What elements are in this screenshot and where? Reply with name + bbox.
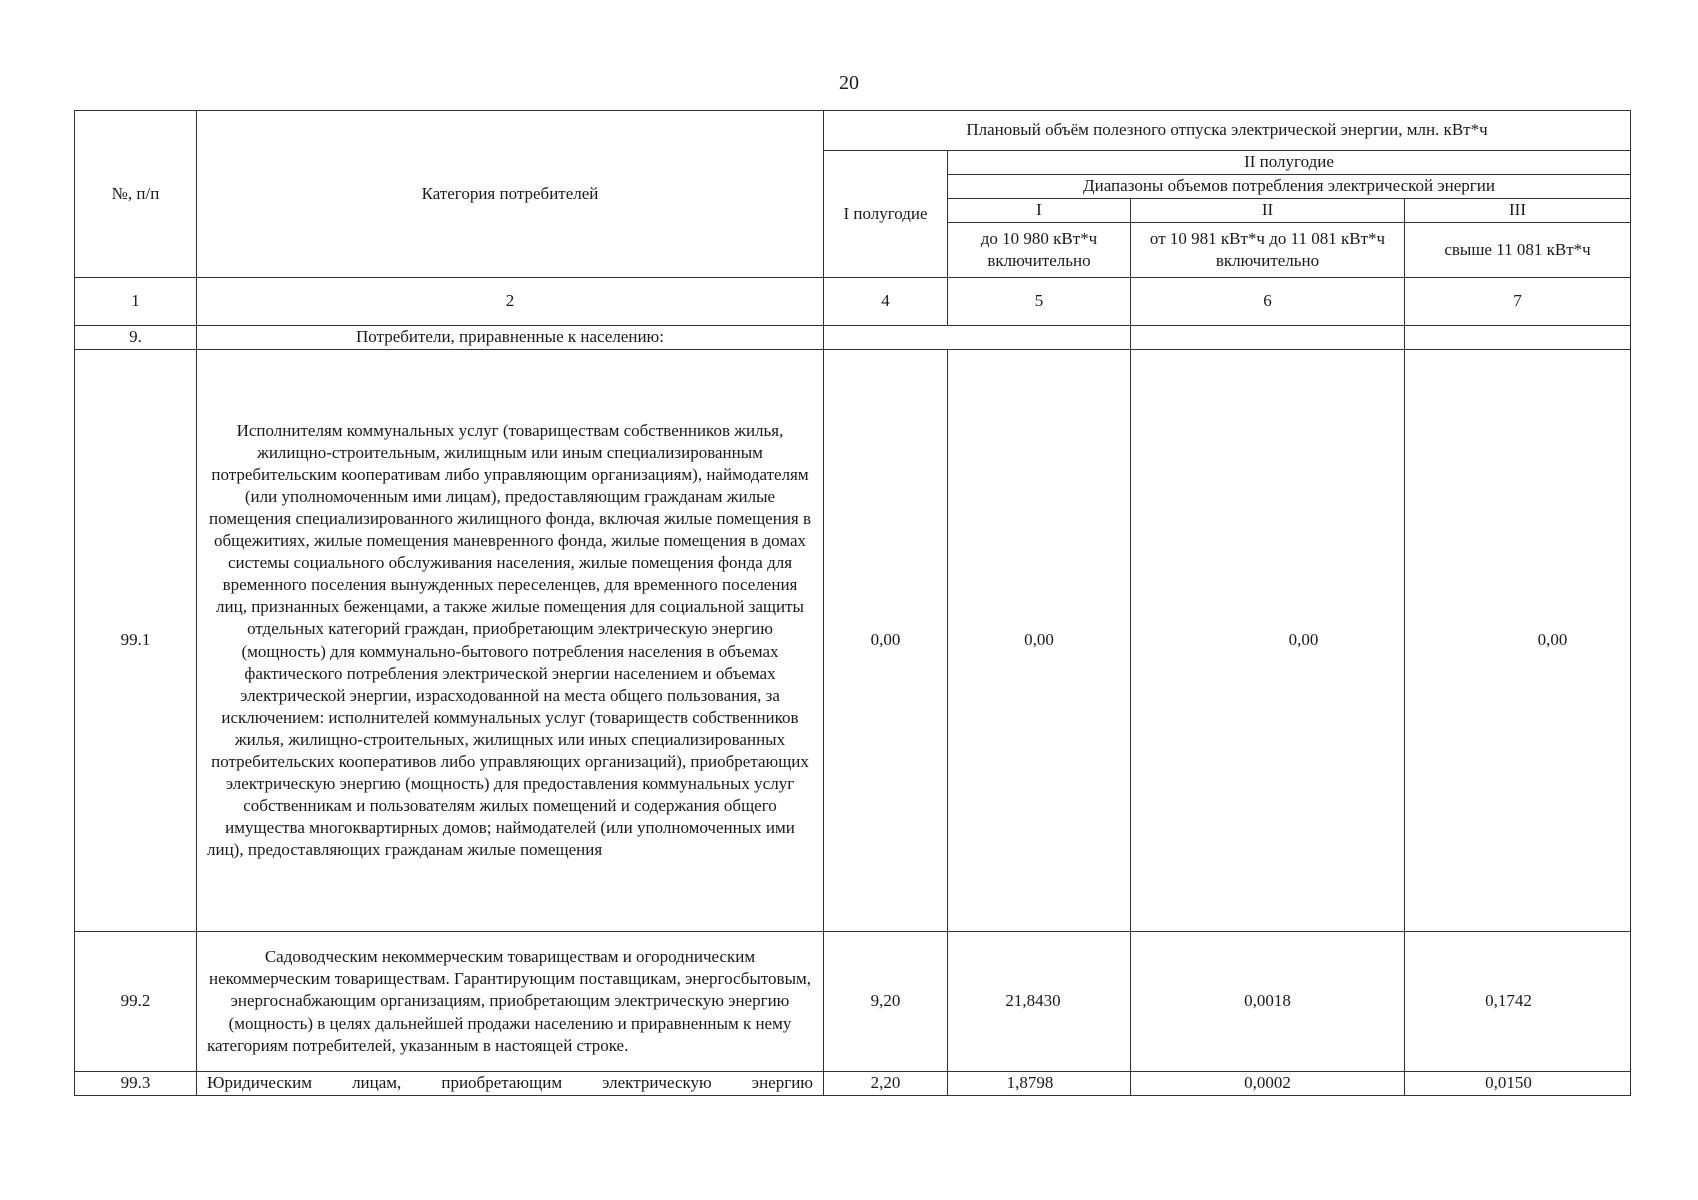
row-range3-value: 0,00: [1405, 350, 1631, 932]
header-num: №, п/п: [75, 111, 197, 278]
row-category-text: Исполнителям коммунальных услуг (товариществам собственников жилья, жилищно-строительным, жилищным или иным специализированным потребительским кооперативам либо управляющим организациям), наймодателям (или уполномоченным ими лицам), предоставляющим гражданам жилые помещения специализированного жилищного фонда, включая жилые помещения в общежитиях, жилые помещения маневренного фонда, жилые помещения в домах системы социального обслуживания населения, жилые помещения фонда для временного поселения вынужденных переселенцев, для временного поселения лиц, признанных беженцами, а также жилые помещения для социальной защиты отдельных категорий граждан, приобретающим электрическую энергию (мощность) для коммунально-бытового потребления населения в объемах фактического потребления электрической энергии населением и объемах электрической энергии, израсходованной на места общего пользования, за исключением: исполнителей коммунальных услуг (товариществ собственников жилья, жилищно-строительных, жилищных или иных специализированных потребительских кооперативов либо управляющих организаций), приобретающих электрическую энергию (мощность) для предоставления коммунальных услуг собственникам и пользователям жилых помещений и содержания общего имущества многоквартирных домов; наймодателей (или уполномоченных ими лиц), предоставляющих гражданам жилые помещения: [197, 350, 824, 932]
table-row: [75, 350, 1631, 932]
table-row: [75, 932, 1631, 1072]
column-number-6: 6: [1131, 278, 1405, 326]
row-category-text: Юридическим лицам, приобретающим электрическую энергию: [197, 1072, 824, 1096]
section-empty-3: [1405, 326, 1631, 350]
column-number-7: 7: [1405, 278, 1631, 326]
row-half1-value: 9,20: [824, 932, 948, 1072]
column-number-2: 2: [197, 278, 824, 326]
row-range1-value: 0,00: [948, 350, 1131, 932]
row-category-text: Садоводческим некоммерческим товариществам и огородническим некоммерческим товариществам. Гарантирующим поставщикам, энергосбытовым, энергоснабжающим организациям, приобретающим электрическую энергию (мощность) в целях дальнейшей продажи населению и приравненным к нему категориям потребителей, указанным в настоящей строке.: [197, 932, 824, 1072]
column-number-4: 4: [824, 278, 948, 326]
header-range-label-2: II: [1131, 199, 1405, 223]
header-ranges-title: Диапазоны объемов потребления электрической энергии: [948, 175, 1631, 199]
page-number: 20: [839, 72, 859, 94]
header-plan-title: Плановый объём полезного отпуска электрической энергии, млн. кВт*ч: [824, 111, 1631, 151]
section-num: 9.: [75, 326, 197, 350]
row-range3-value: 0,0150: [1405, 1072, 1631, 1096]
row-range2-value: 0,00: [1131, 350, 1405, 932]
row-num: 99.1: [75, 350, 197, 932]
section-title: Потребители, приравненные к населению:: [197, 326, 824, 350]
section-empty-1: [824, 326, 1131, 350]
header-half1: I полугодие: [824, 151, 948, 278]
row-range1-value: 1,8798: [948, 1072, 1131, 1096]
column-number-1: 1: [75, 278, 197, 326]
row-half1-value: 0,00: [824, 350, 948, 932]
section-row: [75, 326, 1631, 350]
row-num: 99.3: [75, 1072, 197, 1096]
header-category: Категория потребителей: [197, 111, 824, 278]
header-range-label-3: III: [1405, 199, 1631, 223]
row-num: 99.2: [75, 932, 197, 1072]
row-range1-value: 21,8430: [948, 932, 1131, 1072]
header-range-desc-3: свыше 11 081 кВт*ч: [1405, 223, 1631, 278]
row-half1-value: 2,20: [824, 1072, 948, 1096]
row-range2-value: 0,0018: [1131, 932, 1405, 1072]
header-range-label-1: I: [948, 199, 1131, 223]
header-range-desc-2: от 10 981 кВт*ч до 11 081 кВт*ч включительно: [1131, 223, 1405, 278]
section-empty-2: [1131, 326, 1405, 350]
row-range3-value: 0,1742: [1405, 932, 1631, 1072]
column-number-row: [75, 278, 1631, 326]
row-range2-value: 0,0002: [1131, 1072, 1405, 1096]
column-number-5: 5: [948, 278, 1131, 326]
header-half2: II полугодие: [948, 151, 1631, 175]
consumption-table: [74, 110, 1631, 1096]
header-range-desc-1: до 10 980 кВт*ч включительно: [948, 223, 1131, 278]
table-row: [75, 1072, 1631, 1096]
